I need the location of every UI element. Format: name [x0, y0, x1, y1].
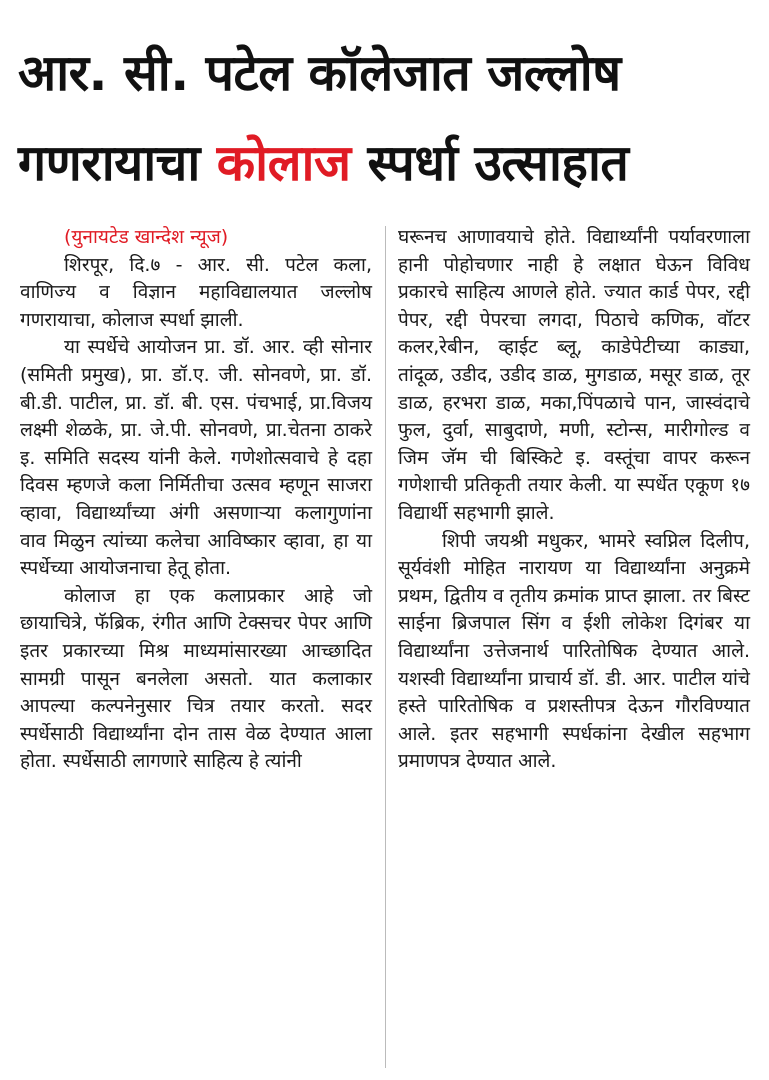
headline-line-2	[18, 128, 758, 198]
headline-line-1	[18, 38, 758, 108]
column-divider	[385, 226, 386, 1068]
article-paragraph: शिपी जयश्री मधुकर, भामरे स्वप्निल दिलीप, सूर्यवंशी मोहित नारायण या विद्यार्थ्यांना अनुक्रमे प्रथम, द्वितीय व तृतीय क्रमांक प्राप्त झाला. तर बिस्ट साईना ब्रिजपाल सिंग व ईशी लोकेश दिगंबर या विद्यार्थ्यांना उत्तेजनार्थ पारितोषिक देण्यात आले. यशस्वी विद्यार्थ्यांना प्राचार्य डॉ. डी. आर. पाटील यांचे हस्ते पारितोषिक व प्रशस्तीपत्र देऊन गौरविण्यात आले. इतर सहभागी स्पर्धकांना देखील सहभाग प्रमाणपत्र देण्यात आले.	[398, 529, 750, 773]
headline-line-2-start: गणरायाचा	[18, 134, 217, 192]
headline-line-1-text: आर. सी. पटेल कॉलेजात जल्लोष	[18, 44, 621, 102]
headline-line-2-end: स्पर्धा उत्साहात	[350, 134, 629, 192]
headline-highlight-word: कोलाज	[216, 134, 351, 192]
article-paragraph: शिरपूर, दि.७ - आर. सी. पटेल कला, वाणिज्य व विज्ञान महाविद्यालयात जल्लोष गणरायाचा, कोलाज स्पर्धा झाली.	[20, 253, 372, 331]
article-paragraph: घरूनच आणावयाचे होते. विद्यार्थ्यांनी पर्यावरणाला हानी पोहोचणार नाही हे लक्षात घेऊन विविध प्रकारचे साहित्य आणले होते. ज्यात कार्ड पेपर, रद्दी पेपर, रद्दी पेपरचा लगदा, पिठाचे कणिक, वॉटर कलर,रेबीन, व्हाईट ब्लू, काडेपेटीच्या काड्या, तांदूळ, उडीद, उडीद डाळ, मुगडाळ, मसूर डाळ, तूर डाळ, हरभरा डाळ, मका,पिंपळाचे पान, जास्वंदाचे फुल, दुर्वा, साबुदाणे, मणी, स्टोन्स, मारीगोल्ड व जिम जॅम ची बिस्किटे इ. वस्तूंचा वापर करून गणेशाची प्रतिकृती तयार केली. या स्पर्धेत एकूण १७ विद्यार्थी सहभागी झाले.	[398, 226, 750, 524]
news-source-credit: (युनायटेड खान्देश न्यूज)	[64, 226, 229, 248]
article-column-right	[398, 224, 750, 776]
article-paragraph: कोलाज हा एक कलाप्रकार आहे जो छायाचित्रे, फॅब्रिक, रंगीत आणि टेक्सचर पेपर आणि इतर प्रकारच्या मिश्र माध्यमांसारख्या आच्छादित सामग्री पासून बनलेला असतो. यात कलाकार आपल्या कल्पनेनुसार चित्र तयार करतो. सदर स्पर्धेसाठी विद्यार्थ्यांना दोन तास वेळ देण्यात आला होता. स्पर्धेसाठी लागणारे साहित्य हे त्यांनी	[20, 584, 372, 773]
article-paragraph: या स्पर्धेचे आयोजन प्रा. डॉ. आर. व्ही सोनार (समिती प्रमुख), प्रा. डॉ.ए. जी. सोनवणे, प्रा. डॉ. बी.डी. पाटील, प्रा. डॉ. बी. एस. पंचभाई, प्रा.विजय लक्ष्मी शेळके, प्रा. जे.पी. सोनवणे, प्रा.चेतना ठाकरे इ. समिति सदस्य यांनी केले. गणेशोत्सवाचे हे दहा दिवस म्हणजे कला निर्मितीचा उत्सव म्हणून साजरा व्हावा, विद्यार्थ्यांच्या अंगी असणाऱ्या कलागुणांना वाव मिळुन त्यांच्या कलेचा आविष्कार व्हावा, हा या स्पर्धेच्या आयोजनाचा हेतू होता.	[20, 336, 372, 580]
article-column-left	[20, 224, 372, 776]
